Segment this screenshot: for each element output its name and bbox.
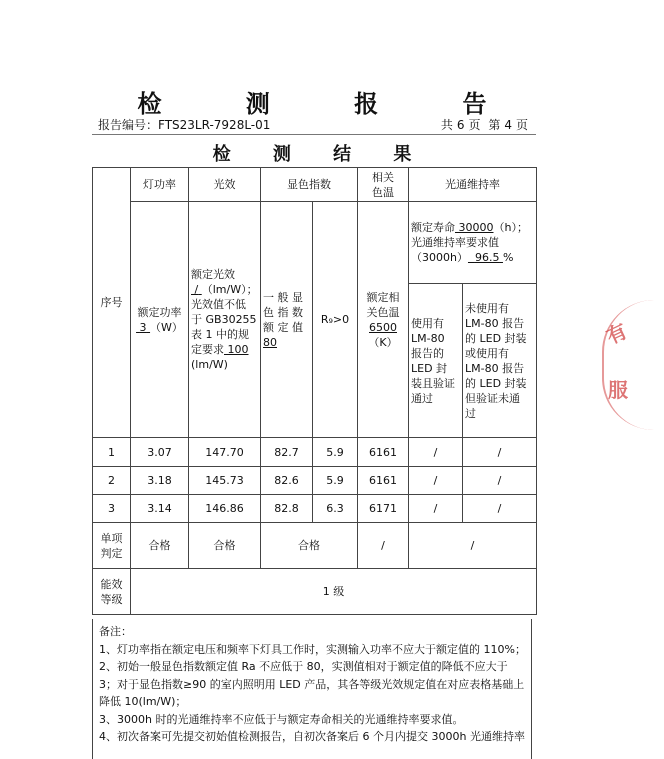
row-r9: 5.9 [313,467,358,495]
page-current-prefix: 第 [488,118,501,132]
row-power: 3.07 [131,438,189,467]
req-cct: 额定相 关色温 6500 （K） [358,202,409,438]
row-cri: 82.7 [261,438,313,467]
report-title: 检 测 报 告 [137,89,525,118]
report-number-label: 报告编号： [98,118,159,132]
row-r9: 6.3 [313,495,358,523]
energy-grade-label: 能效等级 [93,569,131,615]
row-cri: 82.8 [261,495,313,523]
row-index: 2 [93,467,131,495]
header-cri: 显色指数 [261,168,358,202]
requirement-row-top [93,202,537,284]
page-total: 6 [456,118,465,132]
verdict-label: 单项判定 [93,523,131,569]
row-index: 3 [93,495,131,523]
results-table [92,167,537,615]
req-cri: 一 般 显 色 指 数 额 定 值 80 [261,202,313,438]
verdict-power: 合格 [131,523,189,569]
verdict-efficacy: 合格 [189,523,261,569]
table-row [93,495,537,523]
row-maint-fail: / [463,438,537,467]
row-index: 1 [93,438,131,467]
row-cri: 82.6 [261,467,313,495]
page-total-suffix: 页 [468,118,481,132]
note-item: 4、初次备案可先提交初始值检测报告，自初次备案后 6 个月内提交 3000h 光通维持率 [99,730,525,743]
note-item: 1、灯功率指在额定电压和频率下灯具工作时，实测输入功率不应大于额定值的 110%； [99,642,526,656]
row-maint-pass: / [409,438,463,467]
page-current-suffix: 页 [515,118,528,132]
header-row [93,168,537,202]
verdict-cri: 合格 [261,523,358,569]
row-maint-pass: / [409,467,463,495]
header-power: 灯功率 [131,168,189,202]
row-cct: 6161 [358,467,409,495]
row-efficacy: 147.70 [189,438,261,467]
section-title: 检 测 结 果 [212,144,430,165]
row-r9: 5.9 [313,438,358,467]
seal-char: 服 [608,378,628,402]
table-row [93,467,537,495]
req-efficacy: 额定光效 / （lm/W）； 光效值不低 于 GB30255 表 1 中的规 定要求 100 (lm/W) [189,202,261,438]
row-cct: 6161 [358,438,409,467]
energy-grade-value: 1 级 [131,569,537,615]
req-r9: R₉>0 [313,202,358,438]
req-power: 额定功率 3 （W） [131,202,189,438]
row-efficacy: 146.86 [189,495,261,523]
verdict-cct: / [358,523,409,569]
header-index: 序号 [93,168,131,438]
header-maintenance: 光通维持率 [409,168,537,202]
note-item: 3、3000h 时的光通维持率不应低于与额定寿命相关的光通维持率要求值。 [99,712,464,726]
row-maint-fail: / [463,495,537,523]
energy-grade-row [93,569,537,615]
report-number [98,116,270,133]
row-cct: 6171 [358,495,409,523]
verdict-maintenance: / [409,523,537,569]
verdict-row [93,523,537,569]
row-power: 3.14 [131,495,189,523]
header-efficacy: 光效 [189,168,261,202]
row-maint-fail: / [463,467,537,495]
row-maint-pass: / [409,495,463,523]
report-number-value: FTS23LR-7928L-01 [158,118,271,132]
official-seal-stamp [604,300,664,430]
page-total-prefix: 共 [440,118,453,132]
header-cct: 相关色温 [358,168,409,202]
req-lm80-pass: 使用有 LM-80 报告的 LED 封装且验证通过 [409,284,463,438]
req-lm80-fail: 未使用有 LM-80 报告的 LED 封装或使用有 LM-80 报告的 LED 封装但验证未通过 [463,284,537,438]
seal-char: 有 [602,318,631,349]
page-current: 4 [504,118,512,132]
row-power: 3.18 [131,467,189,495]
row-efficacy: 145.73 [189,467,261,495]
header-divider [92,134,536,135]
table-row [93,438,537,467]
notes [92,619,532,759]
notes-heading: 备注： [99,625,132,638]
page-indicator [439,116,530,133]
note-item: 2、初始一般显色指数额定值 Ra 不应低于 80，实测值相对于额定值的降低不应大于 3；对于显色指数≥90 的室内照明用 LED 产品，其各等级光效规定值在对应表格基础上降低 10(lm/W)； [99,660,525,708]
req-life: 额定寿命 30000（h）； 光通维持率要求值 （3000h） 96.5 % [409,202,537,284]
